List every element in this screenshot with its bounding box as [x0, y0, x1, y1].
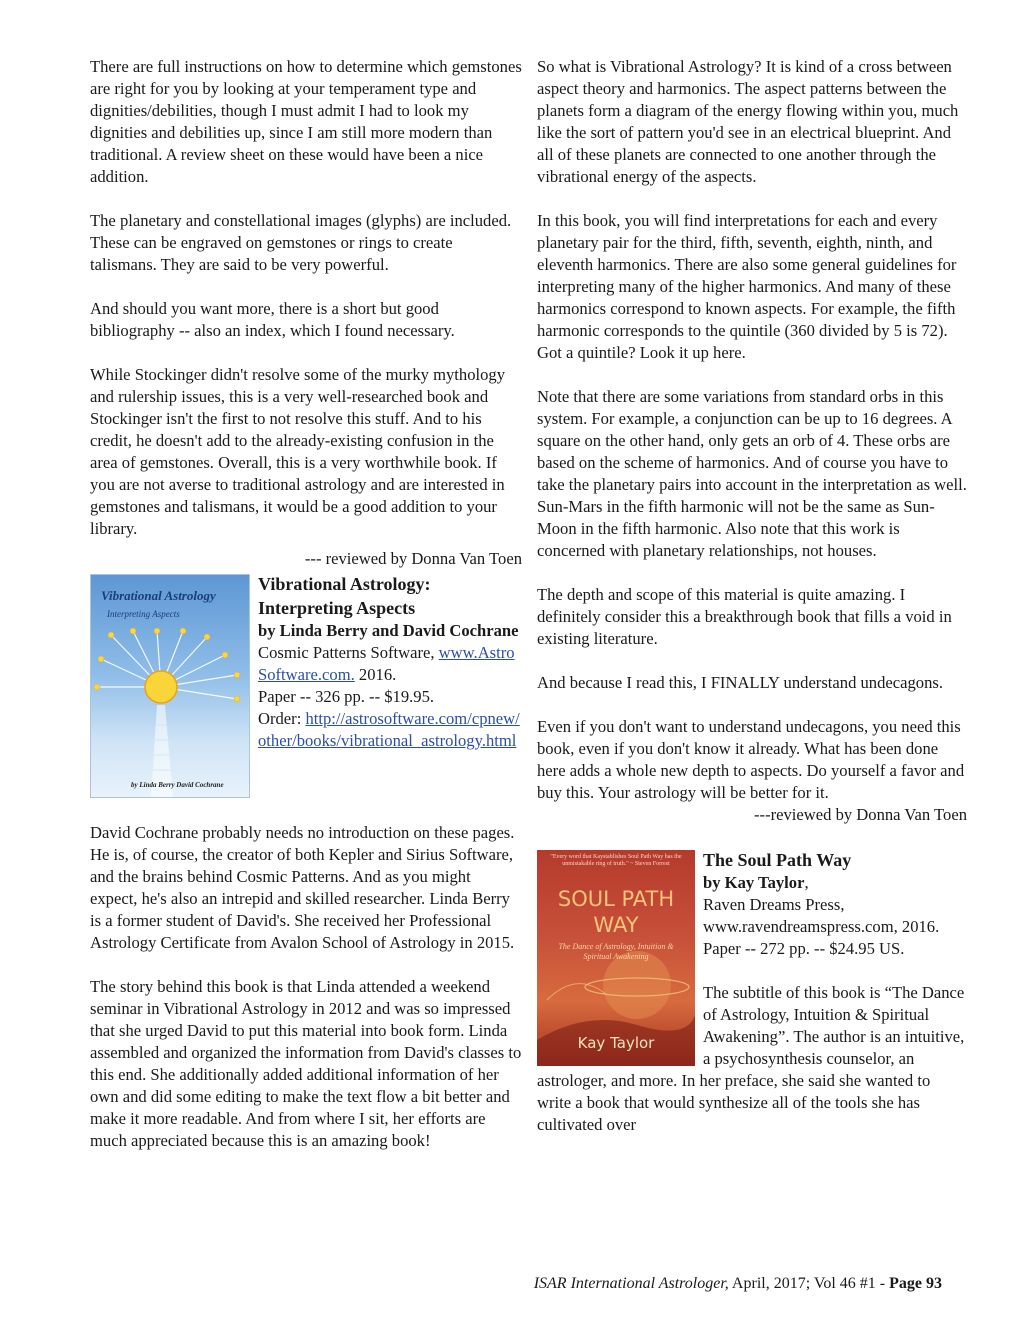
book-title: The Soul Path Way — [703, 850, 852, 870]
cover-title: SOUL PATH WAY — [557, 887, 675, 937]
book-author-line: by Kay Taylor, — [703, 873, 809, 892]
order-link[interactable]: http://astrosoftware.com/cpnew/other/books/vibrational_astrology.html — [258, 709, 520, 750]
right-column — [537, 56, 967, 1136]
left-column — [90, 56, 522, 1174]
paragraph: And because I read this, I FINALLY understand undecagons. — [537, 673, 943, 692]
paragraph: David Cochrane probably needs no introduction on these pages. He is, of course, the creator of both Kepler and Sirius Software, and the brains behind Cosmic Patterns. And as you might expect, he's also an intrepid and skilled researcher. Linda Berry is a former student of David's. She received her Professional Astrology Certificate from Avalon School of Astrology in 2015. — [90, 823, 515, 952]
paragraph: The planetary and constellational images (glyphs) are included. These can be engraved on gemstones or rings to create talismans. They are said to be very powerful. — [90, 211, 512, 274]
paragraph: The story behind this book is that Linda attended a weekend seminar in Vibrational Astrology in 2012 and was so impressed that she urged David to put this material into book form. Linda assembled and organized the information from David's classes to this end. She additionally added additional information of her own and did some editing to make the text flow a bit better and make it more readable. And from where I sit, her efforts are much appreciated because this is an amazing book! — [90, 977, 522, 1150]
book-cover-soul-path-way — [537, 850, 695, 1066]
page-footer — [0, 1273, 942, 1295]
cover-quote: "Every word that Kaystablishes Soul Path Way has the unmistakable ring of truth." ~ Steven Forrest — [550, 854, 682, 867]
paragraph: While Stockinger didn't resolve some of the murky mythology and rulership issues, this is a very well-researched book and Stockinger isn't the first to not resolve this stuff. And to his credit, he doesn't add to the already-existing confusion in the area of gemstones. Overall, this is a very worthwhile book. If you are not averse to traditional astrology and are interested in gemstones and talismans, it would be a good addition to your library. — [90, 365, 505, 538]
cover-authors: by Linda Berry David Cochrane — [131, 781, 224, 789]
book-listing-vibrational-astrology — [90, 572, 522, 800]
book-order: Order: http://astrosoftware.com/cpnew/other/books/vibrational_astrology.html — [258, 709, 520, 750]
review-byline: ---reviewed by Donna Van Toen — [754, 805, 967, 824]
cover-subtitle: Interpreting Aspects — [107, 609, 180, 619]
book-cover-vibrational-astrology — [90, 574, 250, 798]
book-author: by Kay Taylor — [703, 873, 805, 892]
book-paper-price: Paper -- 326 pp. -- $19.95. — [258, 687, 435, 706]
cover-author: Kay Taylor — [577, 1034, 655, 1052]
paragraph: And should you want more, there is a short but good bibliography -- also an index, which I found necessary. — [90, 299, 455, 340]
book-publisher: Raven Dreams Press, www.ravendreamspress.com, 2016. — [703, 895, 940, 936]
paragraph: The subtitle of this book is “The Dance of Astrology, Intuition & Spiritual Awakening”. The author is an intuitive, a psychosynthesis counselor, an astrologer, and more. In her preface, she said she wanted to write a book that would synthesize all of the tools she has cultivated over — [537, 983, 965, 1134]
issue-info: April, 2017; Vol 46 #1 - — [728, 1275, 890, 1292]
paragraph: Even if you don't want to understand undecagons, you need this book, even if you don't know it already. What has been done here adds a whole new depth to aspects. Do yourself a favor and buy this. Your astrology will be better for it. — [537, 717, 965, 802]
paragraph: Note that there are some variations from standard orbs in this system. For example, a conjunction can be up to 16 degrees. A square on the other hand, only gets an orb of 4. These orbs are based on the scheme of harmonics. And of course you have to take the planetary pairs into account in the interpretation as well. Sun-Mars in the fifth harmonic will not be the same as Sun-Moon in the fifth harmonic. Also note that this work is concerned with planetary relationships, not houses. — [537, 387, 967, 560]
book-paper-price: Paper -- 272 pp. -- $24.95 US. — [703, 939, 905, 958]
book-authors: by Linda Berry and David Cochrane — [258, 621, 519, 640]
book-listing-soul-path-way — [537, 848, 967, 1136]
paragraph: In this book, you will find interpretations for each and every planetary pair for the third, fifth, seventh, eighth, ninth, and eleventh harmonics. There are also some general guidelines for interpreting many of the higher harmonics. And many of these harmonics correspond to known aspects. For example, the fifth harmonic corresponds to the quintile (360 divided by 5 is 72). Got a quintile? Look it up here. — [537, 211, 957, 362]
paragraph: The depth and scope of this material is quite amazing. I definitely consider this a breakthrough book that fills a void in existing literature. — [537, 585, 952, 648]
publisher-link[interactable]: www.AstroSoftware.com. — [258, 643, 515, 684]
page-number: Page 93 — [889, 1275, 942, 1292]
review-byline: --- reviewed by Donna Van Toen — [304, 549, 522, 568]
book-publisher: Cosmic Patterns Software, www.AstroSoftware.com. 2016. — [258, 643, 515, 684]
book-title: Vibrational Astrology: Interpreting Aspects — [258, 574, 431, 618]
cover-subtitle: The Dance of Astrology, Intuition & Spiritual Awakening — [558, 942, 674, 961]
paragraph: There are full instructions on how to determine which gemstones are right for you by looking at your temperament type and dignities/debilities, though I must admit I had to look my dignities and debilities up, since I am still more modern than traditional. A review sheet on these would have been a nice addition. — [90, 57, 522, 186]
cover-title: Vibrational Astrology — [101, 588, 216, 603]
publication-name: ISAR International Astrologer, — [533, 1275, 729, 1292]
paragraph: So what is Vibrational Astrology? It is kind of a cross between aspect theory and harmonics. The aspect patterns between the planets form a diagram of the energy flowing within you, much like the sort of pattern you'd see in an electrical blueprint. And all of these planets are connected to one another through the vibrational energy of the aspects. — [537, 57, 959, 186]
